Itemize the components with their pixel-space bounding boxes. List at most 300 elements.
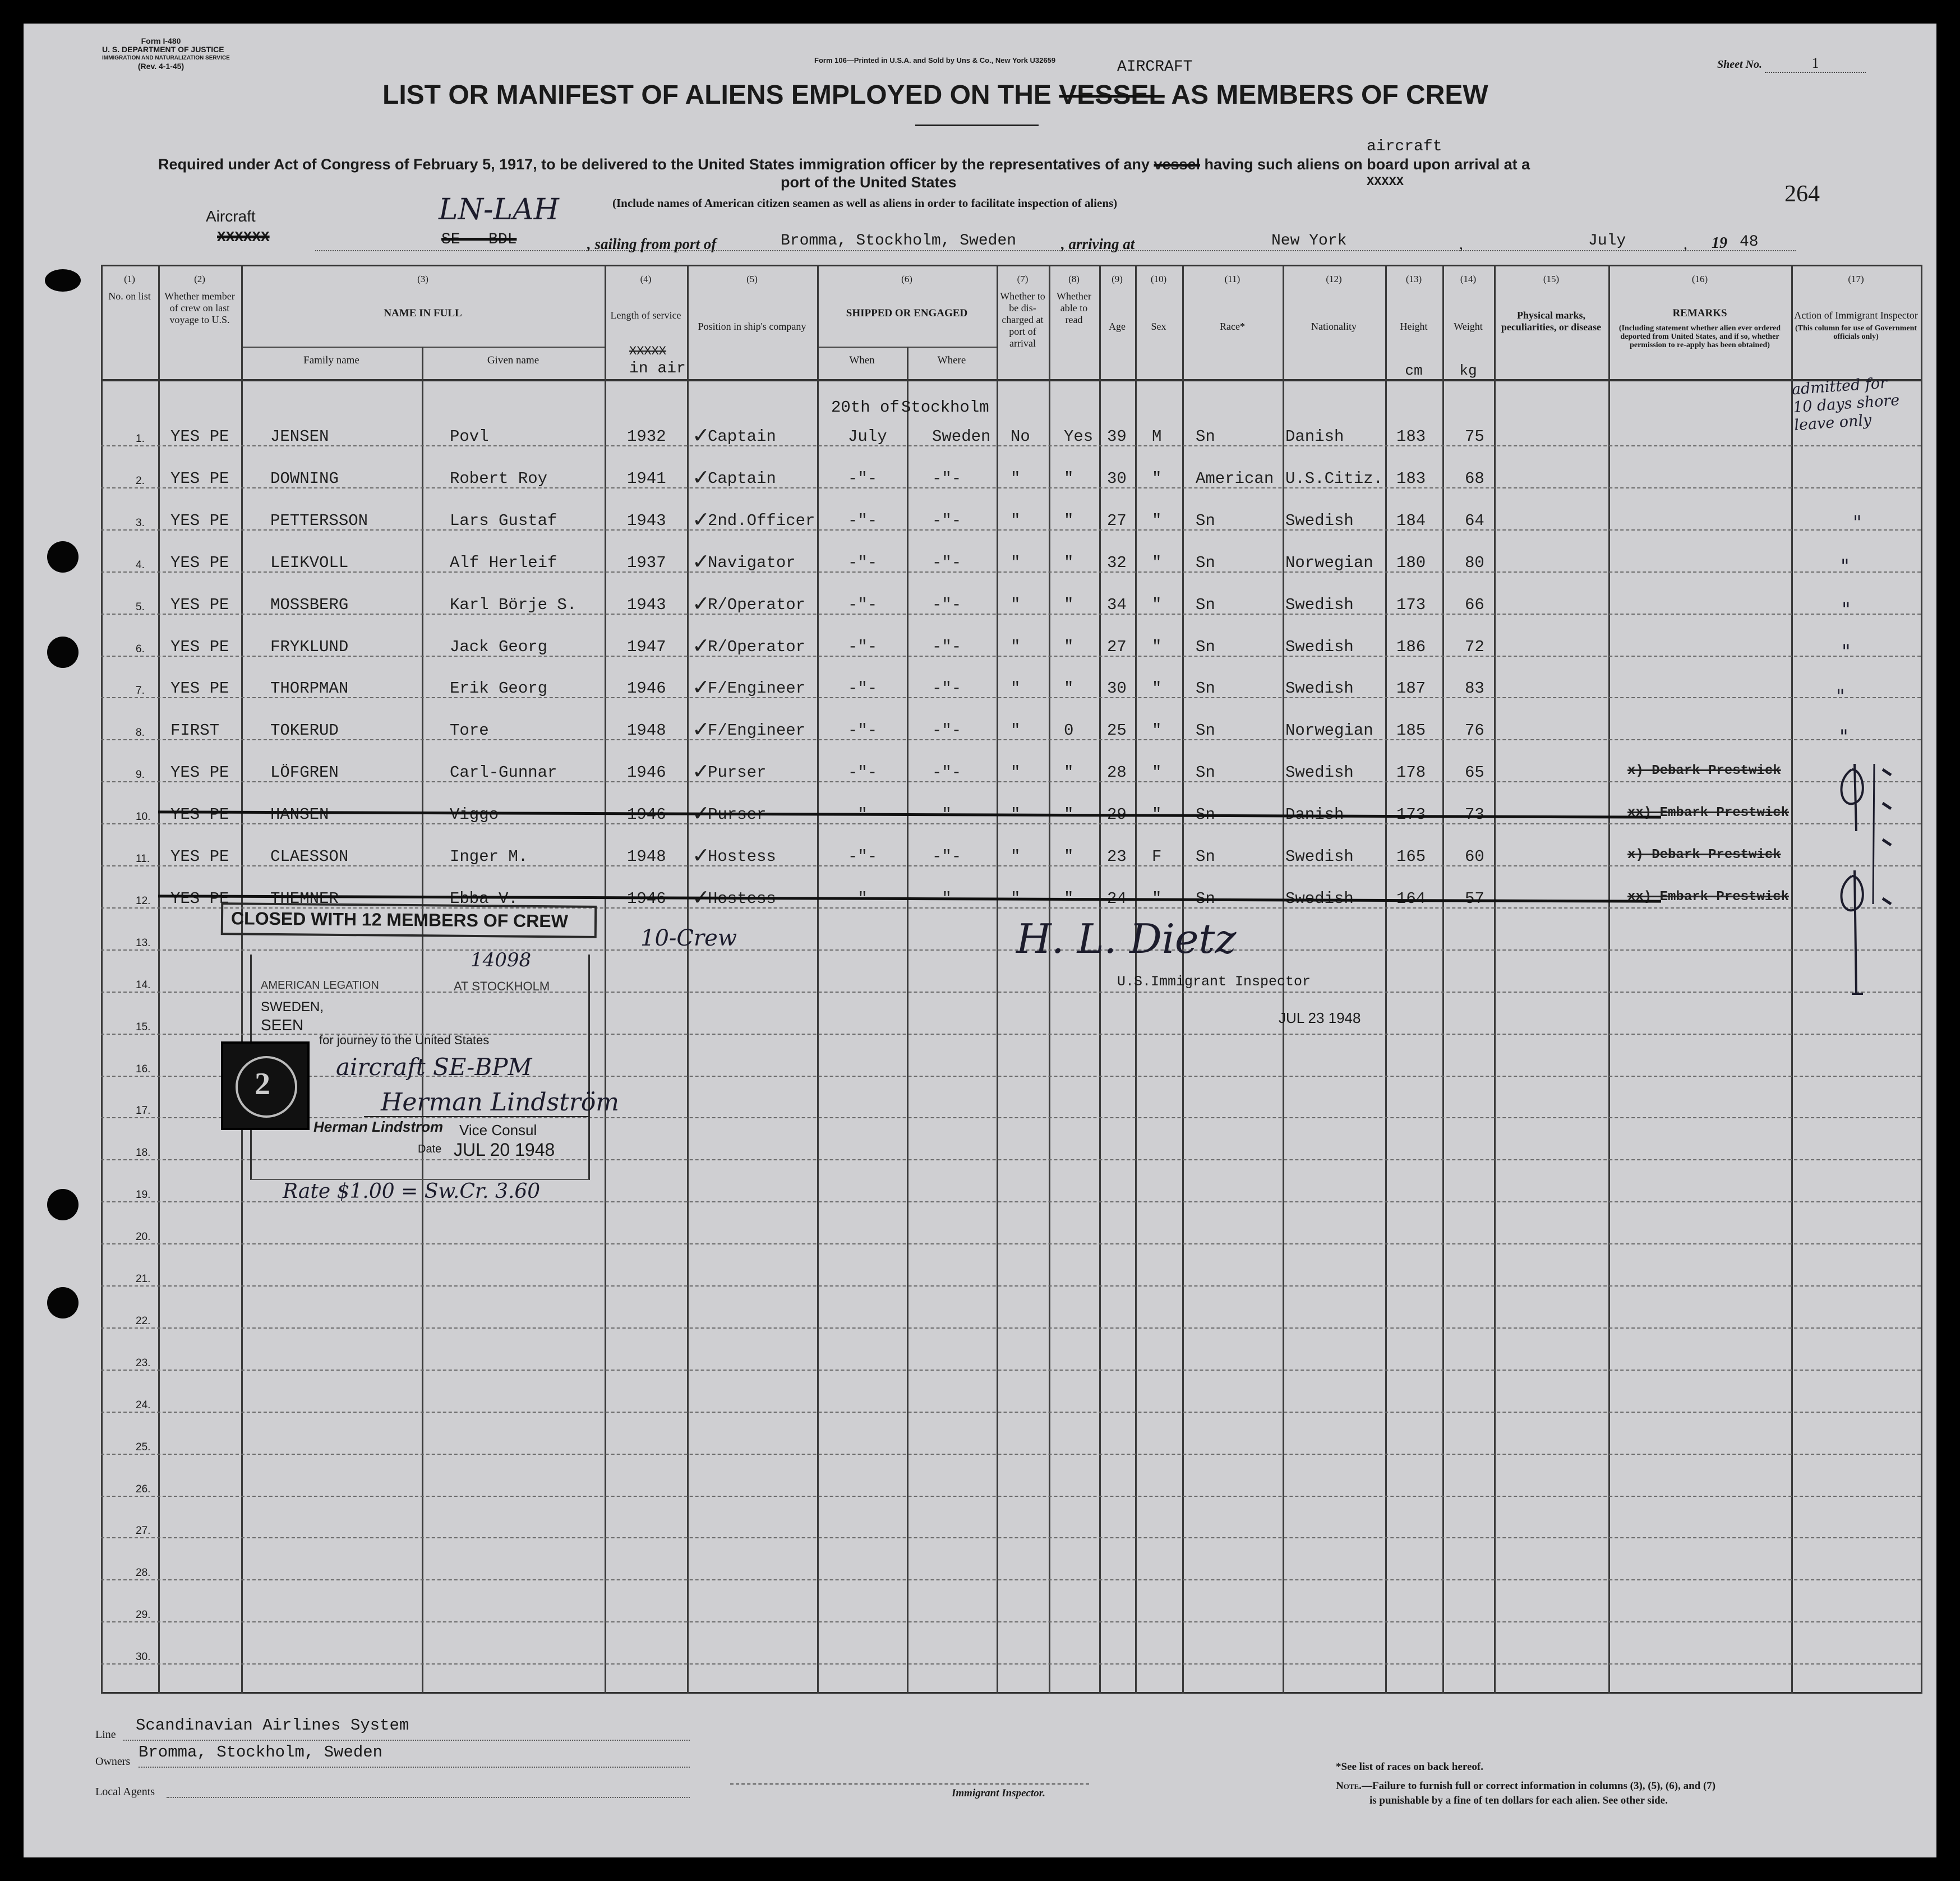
row-number: 2. (136, 474, 145, 487)
column-number: (4) (640, 274, 652, 284)
row-discharged: " (1011, 805, 1021, 824)
subtitle-text1: Required under Act of Congress of February 5, 1917, to be delivered to the United States immigration officer by the representatives of any (158, 156, 1150, 173)
column-label: Nationality (1311, 321, 1357, 332)
binder-hole-4 (47, 1189, 79, 1220)
row-height: 173 (1396, 805, 1426, 824)
header-bottom-border (101, 379, 1921, 381)
row-age: 29 (1107, 805, 1127, 824)
check-icon: ✓ (692, 464, 710, 490)
row-service: 1932 (627, 427, 666, 446)
row-weight: 65 (1465, 763, 1484, 782)
row-when: -"- (848, 847, 878, 866)
row-when: -"- (848, 637, 878, 656)
row-height: 186 (1396, 637, 1426, 656)
crew-row (24, 717, 1936, 763)
row-given-name: Povl (450, 427, 489, 446)
row-discharged: " (1011, 511, 1021, 530)
row-rule (101, 1454, 1921, 1455)
row-age: 28 (1107, 763, 1127, 782)
row-position: R/Operator (708, 595, 806, 614)
closed-stamp (221, 902, 597, 938)
row-prev-voyage: YES PE (170, 763, 229, 782)
row-rule (101, 949, 1921, 951)
check-icon: ✓ (692, 801, 710, 826)
row-read: 0 (1064, 721, 1074, 740)
row-prev-voyage: YES PE (170, 637, 229, 656)
column-label: Sex (1151, 321, 1166, 332)
row-rule (101, 1621, 1921, 1622)
row-family-name: DOWNING (270, 469, 339, 488)
column-number: (8) (1068, 274, 1080, 284)
stamp-date: JUL 20 1948 (454, 1140, 555, 1160)
service-xxxxx: XXXXX (629, 344, 667, 358)
row-age: 24 (1107, 889, 1127, 908)
column-number: (10) (1150, 274, 1167, 284)
column-number: (11) (1224, 274, 1240, 284)
crew-row (24, 464, 1936, 511)
row-race: Sn (1196, 721, 1215, 740)
check-icon: ✓ (692, 591, 710, 616)
row-read: " (1064, 595, 1074, 614)
column-number: (3) (417, 274, 428, 284)
row-number: 16. (136, 1063, 151, 1075)
footer-races-note: *See list of races on back hereof. (1336, 1761, 1483, 1773)
stamp-at-stockholm: AT STOCKHOLM (454, 979, 550, 993)
row-age: 34 (1107, 595, 1127, 614)
aircraft-struck-vessel: XXXXXX (217, 229, 270, 246)
column-number: (15) (1543, 274, 1560, 284)
row-sex: " (1152, 595, 1162, 614)
row-rule (101, 1496, 1921, 1497)
row-service: 1941 (627, 469, 666, 488)
column-subtext: (Including statement whether alien ever ordered deported from United States, and if so, whether permission to re-apply has been obtained) (1618, 324, 1781, 349)
crew-row (24, 591, 1936, 638)
row-remarks: xx) Embark Prestwick (1627, 889, 1790, 905)
stamp-date-label: Date (418, 1143, 442, 1155)
row-position: Hostess (708, 847, 776, 866)
row-discharged: " (1011, 847, 1021, 866)
row-discharged: " (1011, 595, 1021, 614)
binder-hole-1 (45, 269, 81, 292)
row-given-name: Jack Georg (450, 637, 548, 656)
row-where: -"- (932, 679, 962, 698)
fee-stamp (221, 1041, 310, 1130)
action-ditto-8: " (1839, 726, 1848, 748)
column-unit: kg (1459, 362, 1477, 379)
row-where: -"- (932, 721, 962, 740)
row-sex: " (1152, 637, 1162, 656)
column-number: (1) (124, 274, 135, 284)
row-position: Captain (708, 427, 776, 446)
row-read: " (1064, 805, 1074, 824)
row-where: -"- (932, 889, 962, 908)
row-rule (101, 1285, 1921, 1287)
closed-stamp-text: CLOSED WITH 12 MEMBERS OF CREW (230, 908, 569, 932)
row-where: -"- (932, 847, 962, 866)
column-label: Race* (1220, 321, 1245, 332)
row-remarks: x) Debark Prestwick (1627, 847, 1781, 863)
row-position: Captain (708, 469, 776, 488)
row-number: 27. (136, 1525, 151, 1537)
row-when: -"- (848, 721, 878, 740)
column-label: Age (1109, 321, 1126, 332)
row-family-name: LÖFGREN (270, 763, 339, 782)
row-family-name: PETTERSSON (270, 511, 368, 530)
column-number: (14) (1460, 274, 1477, 284)
column-label: Weight (1454, 321, 1483, 332)
row-when: -"- (848, 469, 878, 488)
row-given-name: Carl-Gunnar (450, 763, 557, 782)
row-given-name: Inger M. (450, 847, 528, 866)
row-number: 22. (136, 1315, 151, 1327)
check-icon: ✓ (692, 423, 710, 448)
vice-consul-title: Vice Consul (459, 1122, 537, 1138)
row-service: 1937 (627, 553, 666, 572)
exchange-rate: Rate $1.00 = Sw.Cr. 3.60 (283, 1180, 541, 1203)
row-number: 3. (136, 517, 145, 529)
row-sex: " (1152, 553, 1162, 572)
crew-row (24, 423, 1936, 469)
column-label: Action of Immigrant Inspector (1794, 310, 1918, 321)
row-height: 173 (1396, 595, 1426, 614)
row-discharged: " (1011, 889, 1021, 908)
crew-row (24, 548, 1936, 596)
column-number: (12) (1326, 274, 1342, 284)
row-sex: F (1152, 847, 1162, 866)
row-position: Navigator (708, 553, 796, 572)
row-age: 39 (1107, 427, 1127, 446)
row-height: 183 (1396, 469, 1426, 488)
row-discharged: " (1011, 637, 1021, 656)
arrival-port: New York (1271, 232, 1347, 250)
row-nationality: Swedish (1285, 595, 1354, 614)
check-icon: ✓ (692, 506, 710, 532)
row-service: 1946 (627, 763, 666, 782)
column-label: Whether able to read (1057, 291, 1091, 325)
row-race: Sn (1196, 553, 1215, 572)
row-race: American (1196, 469, 1274, 488)
row-where: -"- (932, 595, 962, 614)
row-age: 30 (1107, 679, 1127, 698)
row-discharged: " (1011, 721, 1021, 740)
row-prev-voyage: YES PE (170, 553, 229, 572)
column-unit: cm (1405, 362, 1423, 379)
row-race: Sn (1196, 679, 1215, 698)
subtitle-line2: port of the United States (781, 174, 957, 191)
stamp-legation: AMERICAN LEGATION (261, 979, 379, 992)
footer-agents-label: Local Agents (95, 1786, 155, 1798)
subtitle-text1-end: having such aliens on board upon arrival at a (1204, 156, 1530, 173)
manifest-table (24, 24, 1936, 1857)
crew-row (24, 801, 1936, 847)
title-before: LIST OR MANIFEST OF ALIENS EMPLOYED ON THE (382, 80, 1052, 110)
row-rule (101, 1327, 1921, 1329)
row-number: 29. (136, 1609, 151, 1621)
row-when: -"- (848, 553, 878, 572)
row-prev-voyage: YES PE (170, 469, 229, 488)
check-icon: ✓ (692, 843, 710, 868)
column-number: (13) (1405, 274, 1422, 284)
row-race: Sn (1196, 889, 1215, 908)
column-label: Physical marks, peculiarities, or disease (1501, 310, 1602, 333)
row-when: -"- (848, 595, 878, 614)
shipped-where-top: Stockholm (901, 398, 989, 417)
table-top-border (101, 265, 1921, 266)
check-icon: ✓ (692, 717, 710, 742)
column-label: Whether to be dis-charged at port of arrival (1000, 291, 1045, 349)
row-read: " (1064, 637, 1074, 656)
stamp-aircraft-hand: aircraft SE-BPM (336, 1053, 532, 1081)
row-nationality: Swedish (1285, 679, 1354, 698)
row-weight: 80 (1465, 553, 1484, 572)
row-family-name: MOSSBERG (270, 595, 349, 614)
row-age: 27 (1107, 637, 1127, 656)
row-number: 23. (136, 1357, 151, 1369)
column-number: (7) (1017, 274, 1029, 284)
crew-row (24, 843, 1936, 889)
row-rule (101, 1579, 1921, 1580)
row-number: 13. (136, 937, 151, 949)
row-age: 30 (1107, 469, 1127, 488)
footer-owners-label: Owners (95, 1755, 131, 1768)
row-nationality: Danish (1285, 805, 1344, 824)
row-when: -"- (848, 763, 878, 782)
row-number: 26. (136, 1483, 151, 1495)
stamp-sweden: SWEDEN, (261, 999, 324, 1015)
crew-row (24, 633, 1936, 680)
row-given-name: Viggo (450, 805, 499, 824)
row-number: 17. (136, 1105, 151, 1117)
action-ditto-7: " (1836, 685, 1845, 708)
row-service: 1943 (627, 595, 666, 614)
row-sex: M (1152, 427, 1162, 446)
action-ditto-6: " (1842, 640, 1851, 663)
row-nationality: Swedish (1285, 847, 1354, 866)
action-bracket-marks (1829, 747, 1913, 1005)
row-nationality: Danish (1285, 427, 1344, 446)
row-weight: 75 (1465, 427, 1484, 446)
check-icon: ✓ (692, 633, 710, 658)
row-race: Sn (1196, 427, 1215, 446)
departure-port: Bromma, Stockholm, Sweden (781, 232, 1017, 250)
inspection-date: JUL 23 1948 (1279, 1009, 1361, 1026)
row-height: 183 (1396, 427, 1426, 446)
row-read: " (1064, 511, 1074, 530)
row-race: Sn (1196, 805, 1215, 824)
row-number: 24. (136, 1399, 151, 1411)
column-number: (17) (1848, 274, 1864, 284)
column-sublabel: Given name (487, 354, 539, 366)
column-label: Whether member of crew on last voyage to U.S. (164, 291, 235, 325)
row-position: 2nd.Officer (708, 511, 815, 530)
row-rule (101, 1243, 1921, 1244)
row-number: 1. (136, 433, 145, 445)
row-rule (101, 1537, 1921, 1538)
footer-line-rule (123, 1740, 690, 1741)
row-service: 1946 (627, 889, 666, 908)
column-number: (5) (746, 274, 758, 284)
footer-note-text: —Failure to furnish full or correct information in columns (3), (5), (6), and (7) (1361, 1780, 1716, 1792)
row-number: 7. (136, 685, 145, 697)
crew-row (24, 506, 1936, 554)
column-label: Height (1400, 321, 1428, 332)
row-where: -"- (932, 637, 962, 656)
row-given-name: Alf Herleif (450, 553, 557, 572)
row-prev-voyage: YES PE (170, 889, 229, 908)
vice-consul-name: Herman Lindstrom (313, 1118, 444, 1135)
department: U. S. DEPARTMENT OF JUSTICE (102, 45, 224, 54)
row-discharged: " (1011, 763, 1021, 782)
row-sex: " (1152, 511, 1162, 530)
row-read: " (1064, 763, 1074, 782)
row-given-name: Ebba V. (450, 889, 518, 908)
row-service: 1947 (627, 637, 666, 656)
row-discharged: " (1011, 469, 1021, 488)
row-number: 4. (136, 559, 145, 571)
row-height: 165 (1396, 847, 1426, 866)
row-discharged: " (1011, 553, 1021, 572)
row-given-name: Lars Gustaf (450, 511, 557, 530)
row-position: R/Operator (708, 637, 806, 656)
row-sex: " (1152, 805, 1162, 824)
row-race: Sn (1196, 595, 1215, 614)
row-number: 21. (136, 1273, 151, 1285)
row-service: 1948 (627, 721, 666, 740)
check-icon: ✓ (692, 548, 710, 574)
printer-line: Form 106—Printed in U.S.A. and Sold by Uns & Co., New York U32659 (814, 56, 1056, 64)
aircraft-label: Aircraft (206, 208, 256, 225)
check-icon: ✓ (692, 884, 710, 910)
footer-owners-value: Bromma, Stockholm, Sweden (139, 1743, 383, 1762)
row-height: 178 (1396, 763, 1426, 782)
row-when: July (848, 427, 887, 446)
arrival-month: July (1588, 232, 1626, 250)
row-when: -"- (848, 889, 878, 908)
row-weight: 76 (1465, 721, 1484, 740)
row-position: Hostess (708, 889, 776, 908)
row-remarks: x) Debark Prestwick (1627, 763, 1781, 779)
row-age: 32 (1107, 553, 1127, 572)
row-prev-voyage: YES PE (170, 427, 229, 446)
subtitle-struck-vessel: vessel (1154, 156, 1201, 173)
binder-hole-3 (47, 637, 79, 668)
footer-agents-rule (167, 1797, 690, 1798)
row-nationality: Swedish (1285, 637, 1354, 656)
manifest-sheet (24, 24, 1936, 1857)
shipped-when-top: 20th of (831, 398, 900, 417)
row-number: 8. (136, 727, 145, 739)
signature-underline (364, 1116, 588, 1117)
row-rule (101, 1663, 1921, 1665)
action-ditto-5: " (1842, 598, 1851, 621)
row-weight: 64 (1465, 511, 1484, 530)
number-264: 264 (1784, 181, 1820, 207)
row-number: 20. (136, 1231, 151, 1243)
crew-count: 10-Crew (640, 925, 737, 951)
year-prefix: 19 (1712, 234, 1727, 252)
footer-note-text2: is punishable by a fine of ten dollars for each alien. See other side. (1369, 1795, 1668, 1806)
revision: (Rev. 4-1-45) (137, 62, 185, 71)
stamp-seen: SEEN (261, 1016, 304, 1034)
row-nationality: U.S.Citiz. (1285, 469, 1383, 488)
binder-hole-2 (47, 541, 79, 573)
action-ditto-3: " (1853, 511, 1862, 534)
row-prev-voyage: YES PE (170, 511, 229, 530)
row-service: 1946 (627, 679, 666, 698)
row-height: 185 (1396, 721, 1426, 740)
footer-inspector-rule (730, 1783, 1089, 1785)
row-race: Sn (1196, 763, 1215, 782)
row-prev-voyage: YES PE (170, 595, 229, 614)
strike-line (158, 895, 1661, 902)
vice-consul-signature: Herman Lindström (381, 1088, 620, 1117)
footer-owners-rule (139, 1767, 690, 1768)
table-bottom-border (101, 1692, 1921, 1694)
title-after: AS MEMBERS OF CREW (1171, 80, 1488, 110)
row-family-name: HANSEN (270, 805, 329, 824)
row-age: 27 (1107, 511, 1127, 530)
row-number: 30. (136, 1651, 151, 1663)
row-service: 1943 (627, 511, 666, 530)
row-read: Yes (1064, 427, 1094, 446)
column-number: (2) (194, 274, 205, 284)
binder-hole-5 (47, 1287, 79, 1318)
row-age: 23 (1107, 847, 1127, 866)
row-number: 5. (136, 601, 145, 613)
row-sex: " (1152, 721, 1162, 740)
row-where: -"- (932, 511, 962, 530)
row-race: Sn (1196, 637, 1215, 656)
row-weight: 57 (1465, 889, 1484, 908)
comma2: , (1684, 236, 1687, 252)
subtitle-aircraft-overwrite: aircraft (1367, 138, 1442, 155)
row-number: 11. (136, 853, 150, 865)
row-given-name: Erik Georg (450, 679, 548, 698)
column-sublabel: When (849, 354, 875, 366)
fee-stamp-value: 2 (255, 1067, 270, 1101)
row-sex: " (1152, 889, 1162, 908)
row-when: -"- (848, 679, 878, 698)
row-family-name: FRYKLUND (270, 637, 349, 656)
row-weight: 66 (1465, 595, 1484, 614)
stamp-number: 14098 (471, 949, 532, 971)
row-number: 15. (136, 1021, 151, 1033)
row-number: 6. (136, 643, 145, 655)
row-remarks: xx) Embark Prestwick (1627, 805, 1790, 821)
row-number: 12. (136, 895, 151, 907)
subtitle-xxxxx: XXXXX (1367, 175, 1404, 189)
row-weight: 68 (1465, 469, 1484, 488)
row-family-name: THORPMAN (270, 679, 349, 698)
row-position: Purser (708, 763, 767, 782)
column-label: SHIPPED OR ENGAGED (846, 307, 968, 319)
row-race: Sn (1196, 511, 1215, 530)
row-prev-voyage: YES PE (170, 847, 229, 866)
row-given-name: Robert Roy (450, 469, 548, 488)
row-family-name: LEIKVOLL (270, 553, 349, 572)
row-height: 187 (1396, 679, 1426, 698)
row-height: 184 (1396, 511, 1426, 530)
row-sex: " (1152, 679, 1162, 698)
row-nationality: Swedish (1285, 763, 1354, 782)
row-nationality: Norwegian (1285, 721, 1373, 740)
stamp-journey: for journey to the United States (319, 1033, 490, 1047)
column-label: Length of service (610, 310, 681, 321)
struck-registration: SE - BDL (441, 231, 517, 248)
row-rule (101, 1370, 1921, 1371)
row-read: " (1064, 469, 1074, 488)
row-number: 14. (136, 979, 151, 991)
